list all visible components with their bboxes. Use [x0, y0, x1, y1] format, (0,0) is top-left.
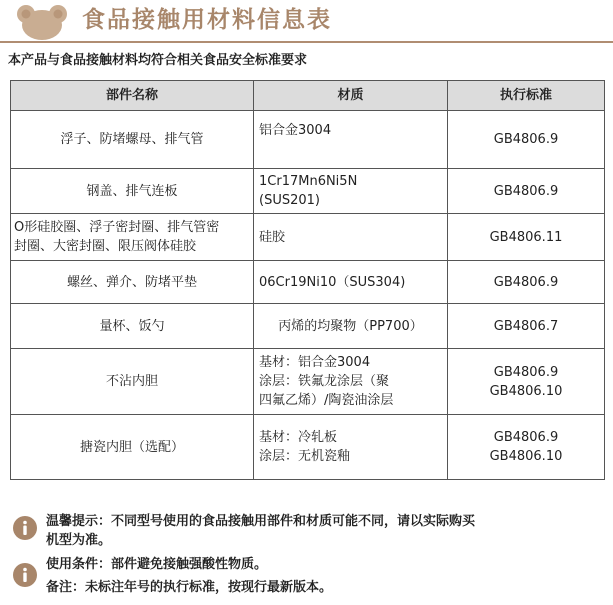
part-cell: [11, 214, 254, 261]
material-cell: [254, 261, 448, 304]
material-text: (SUS201): [259, 193, 320, 208]
part-text: 量杯、饭勺: [99, 318, 165, 334]
standard-text: GB4806.11: [489, 229, 563, 245]
table-row: [11, 214, 605, 261]
bear-logo-icon: [16, 4, 68, 40]
table-row: [11, 111, 605, 169]
standard-text: GB4806.7: [493, 318, 559, 334]
part-cell: [11, 304, 254, 349]
standard-text: GB4806.9: [493, 430, 559, 445]
part-text: 钢盖、排气连板: [86, 183, 178, 199]
table-row: [11, 415, 605, 480]
standard-cell: [448, 214, 605, 261]
part-text: 封圈、大密封圈、限压阀体硅胶: [14, 239, 197, 254]
material-text: 铝合金3004: [259, 123, 332, 138]
usage-text: 部件避免接触强酸性物质。: [111, 557, 268, 572]
remark-label: 备注：: [46, 580, 86, 595]
material-text: 四氟乙烯）/陶瓷油涂层: [259, 393, 394, 408]
material-cell: [254, 304, 448, 349]
materials-table: [10, 80, 605, 480]
part-cell: [11, 169, 254, 214]
compliance-statement: 本产品与食品接触材料均符合相关食品安全标准要求: [8, 53, 308, 68]
standard-cell: [448, 261, 605, 304]
info-icon: [12, 515, 38, 541]
standard-cell: [448, 169, 605, 214]
table-row: [11, 304, 605, 349]
material-cell: [254, 111, 448, 169]
material-text: 1Cr17Mn6Ni5N: [259, 174, 358, 189]
part-text: 螺丝、弹介、防堵平垫: [66, 274, 197, 290]
tip-note: [46, 512, 475, 531]
page-title: 食品接触用材料信息表: [82, 7, 332, 33]
material-text: 涂层：无机瓷釉: [259, 449, 351, 464]
standard-cell: [448, 304, 605, 349]
info-icon: [12, 562, 38, 588]
material-text: 涂层：铁氟龙涂层（聚: [259, 374, 390, 389]
table-header-row: [11, 81, 605, 111]
material-text: 基材：冷轧板: [259, 430, 338, 445]
material-cell: [254, 415, 448, 480]
remark-note: [46, 578, 332, 597]
part-cell: [11, 111, 254, 169]
standard-text: GB4806.9: [493, 132, 559, 147]
part-text: O形硅胶圈、浮子密封圈、排气管密: [14, 220, 220, 235]
standard-text: GB4806.10: [489, 449, 563, 464]
column-header-part: 部件名称: [11, 81, 254, 111]
material-text: 丙烯的均聚物（PP700）: [278, 318, 423, 334]
material-cell: [254, 349, 448, 415]
material-cell: [254, 214, 448, 261]
standard-cell: [448, 349, 605, 415]
tip-text: 不同型号使用的食品接触用部件和材质可能不同，请以实际购买: [111, 514, 476, 529]
standard-text: GB4806.9: [493, 364, 559, 380]
standard-cell: [448, 111, 605, 169]
part-cell: [11, 261, 254, 304]
page-header: [0, 0, 613, 42]
usage-note: [46, 555, 267, 574]
table-row: [11, 169, 605, 214]
tip-label: 温馨提示：: [46, 514, 112, 529]
usage-label: 使用条件：: [46, 557, 112, 572]
part-cell: [11, 415, 254, 480]
part-text: 搪瓷内胆（选配）: [79, 439, 184, 455]
material-text: 基材：铝合金3004: [259, 355, 371, 370]
material-text: 硅胶: [259, 229, 286, 245]
column-header-material: 材质: [254, 81, 448, 111]
standard-text: GB4806.10: [489, 383, 563, 399]
standard-text: GB4806.9: [493, 274, 559, 290]
material-cell: [254, 169, 448, 214]
tip-note-continued: [46, 531, 111, 550]
standard-cell: [448, 415, 605, 480]
material-text: 06Cr19Ni10（SUS304): [259, 274, 406, 290]
standard-text: GB4806.9: [493, 183, 559, 199]
column-header-standard: 执行标准: [448, 81, 605, 111]
table-row: [11, 349, 605, 415]
remark-text: 未标注年号的执行标准，按现行最新版本。: [85, 580, 333, 595]
title-divider: [0, 41, 613, 43]
part-text: 浮子、防堵螺母、排气管: [60, 132, 204, 147]
table-row: [11, 261, 605, 304]
part-text: 不沾内胆: [105, 374, 158, 389]
tip-text-continued: 机型为准。: [46, 533, 112, 548]
part-cell: [11, 349, 254, 415]
